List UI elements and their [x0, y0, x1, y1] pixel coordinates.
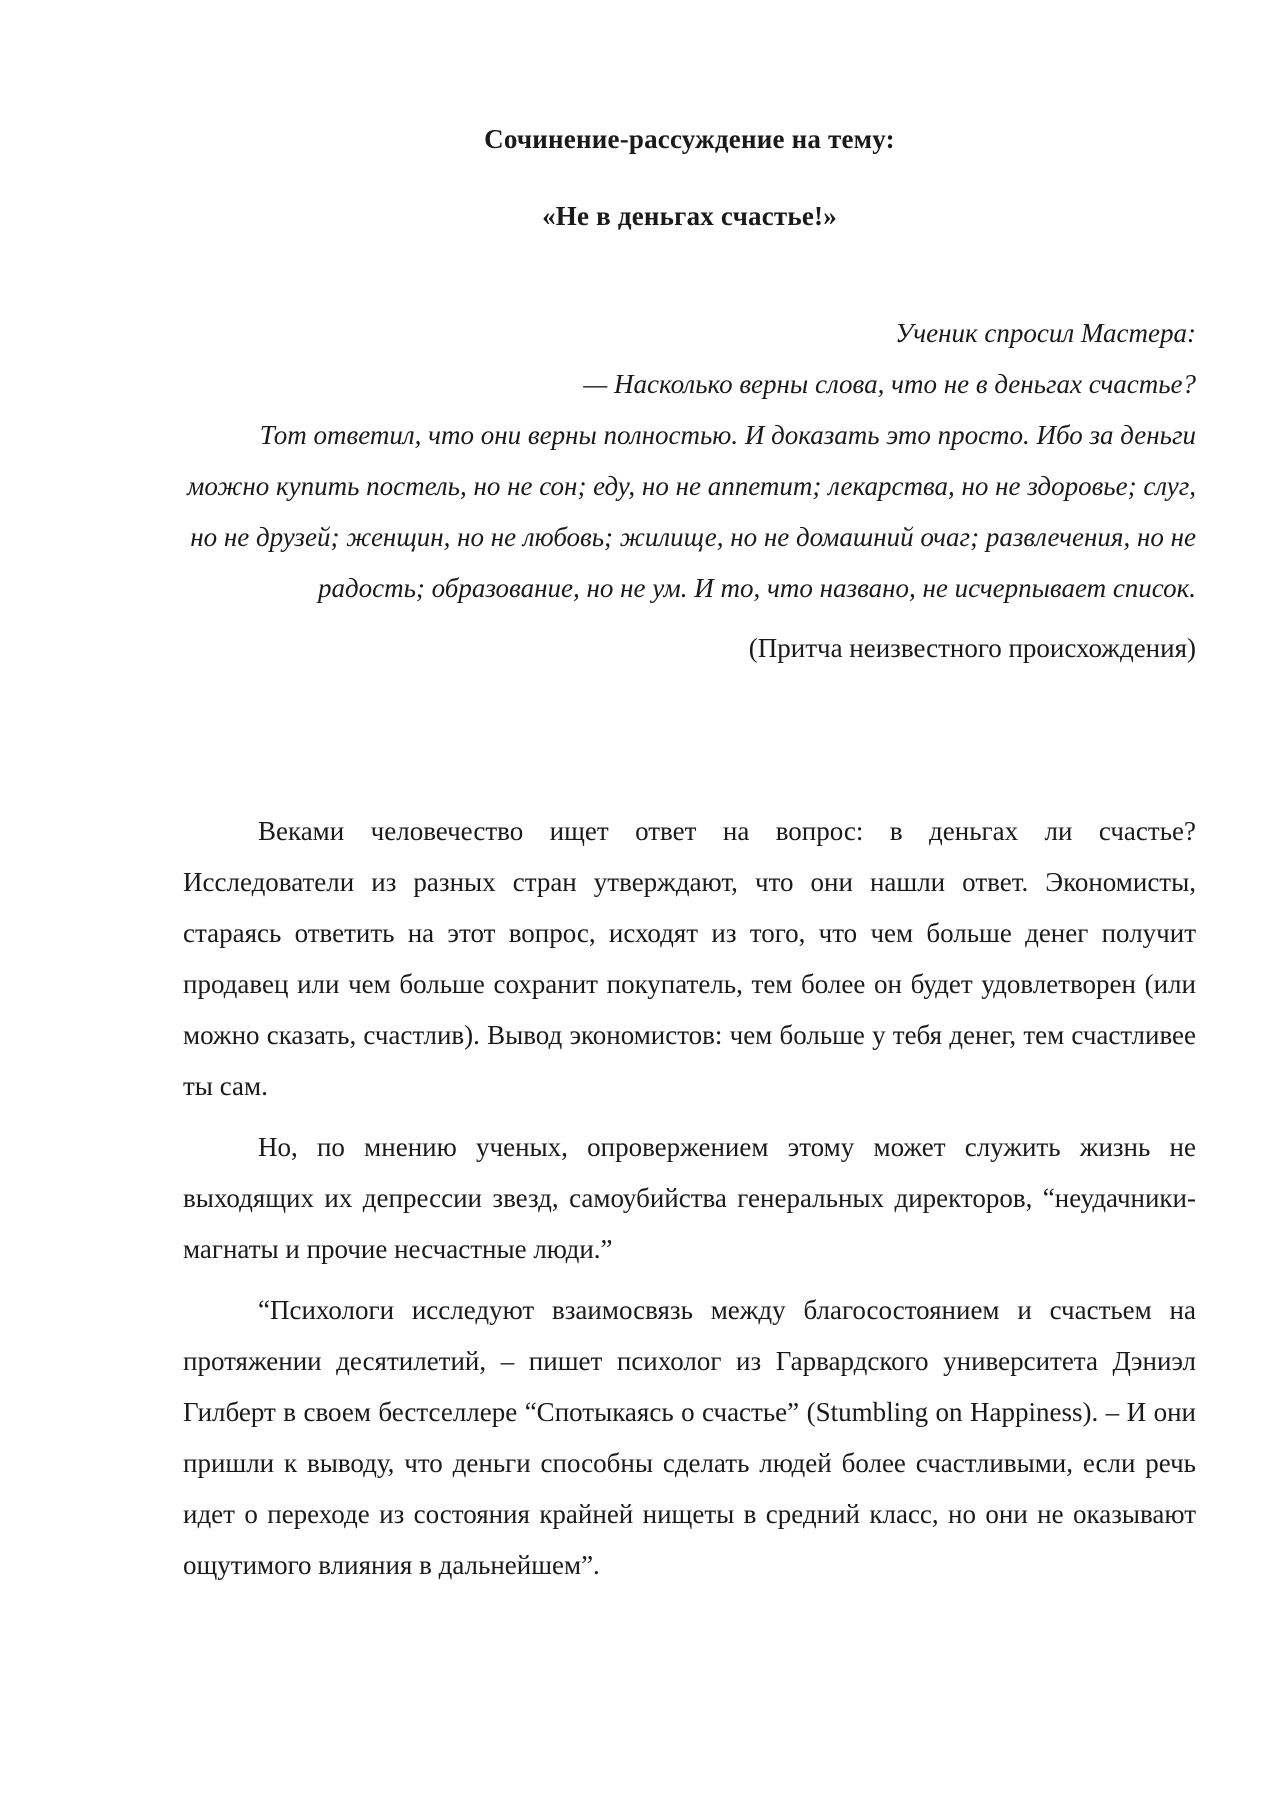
document-topic: «Не в деньгах счастье!»: [542, 201, 837, 231]
epigraph-answer: Тот ответил, что они верны полностью. И доказать это просто. Ибо за деньги можно купить постель, но не сон; еду, но не аппетит; лекарства, но не здоровье; слуг, но не друзей; женщин, но не любовь; жилище, но не домашний очаг; развлечения, но не радость; образование, но не ум. И то, что названо, не исчерпывает список.: [187, 420, 1196, 603]
epigraph-question: — Насколько верны слова, что не в деньгах счастье?: [583, 369, 1196, 399]
essay-paragraph-3: “Психологи исследуют взаимосвязь между благосостоянием и счастьем на протяжении десятилетий, – пишет психолог из Гарвардского университета Дэниэл Гилберт в своем бестселлере “Спотыкаясь о счастье” (Stumbling on Happiness). – И они пришли к выводу, что деньги способны сделать людей более счастливыми, если речь идет о переходе из состояния крайней нищеты в средний класс, но они не оказывают ощутимого влияния в дальнейшем”.: [183, 1295, 1196, 1580]
essay-body: [183, 806, 1196, 1601]
essay-paragraph-2: Но, по мнению ученых, опровержением этому может служить жизнь не выходящих их депрессии звезд, самоубийства генеральных директоров, “неудачники-магнаты и прочие несчастные люди.”: [183, 1132, 1196, 1264]
essay-paragraph-1: Веками человечество ищет ответ на вопрос: в деньгах ли счастье? Исследователи из разных стран утверждают, что они нашли ответ. Экономисты, стараясь ответить на этот вопрос, исходят из того, что чем больше денег получит продавец или чем больше сохранит покупатель, тем более он будет удовлетворен (или можно сказать, счастлив). Вывод экономистов: чем больше у тебя денег, тем счастливее ты сам.: [183, 816, 1196, 1101]
epigraph: [183, 308, 1196, 674]
epigraph-intro: Ученик спросил Мастера:: [895, 318, 1196, 348]
epigraph-source: (Притча неизвестного происхождения): [748, 633, 1196, 663]
document-title: Сочинение-рассуждение на тему:: [484, 124, 895, 154]
